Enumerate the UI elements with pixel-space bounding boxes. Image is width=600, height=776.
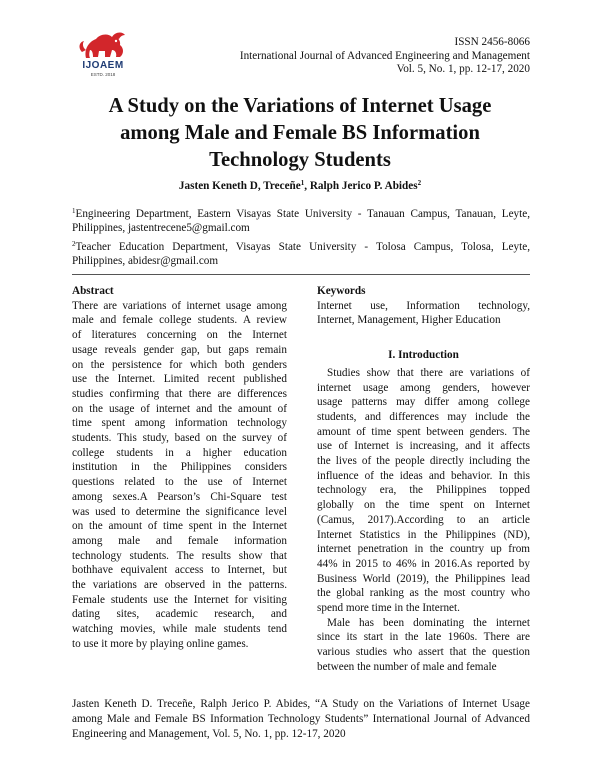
- text-line: on the persistence for which both genders: [72, 358, 287, 371]
- logo-wordmark: IJOAEM: [82, 60, 124, 71]
- introduction-paragraph: [317, 616, 530, 675]
- text-line: among sexes.A Pearson’s Chi-Square test: [72, 490, 287, 503]
- text-line: usage patterns may differ among college: [317, 396, 530, 409]
- text-line: watching movies, while male students tend: [72, 623, 287, 636]
- text-line: Internet, Management, Higher Education: [317, 314, 501, 327]
- text-line: Male has been dominating the internet: [327, 616, 530, 629]
- text-line: bothhave equivalent access to Internet, but: [72, 564, 287, 577]
- introduction-heading: I. Introduction: [388, 349, 459, 362]
- text-line: globally on the time spent on Internet: [317, 499, 530, 512]
- right-column: [317, 284, 530, 675]
- journal-name: International Journal of Advanced Engineering and Management: [239, 49, 530, 62]
- affiliation-text: Teacher Education Department, Visayas State University - Tolosa Campus, Tolosa, Leyte, Philippines, abidesr@gmail.com: [72, 241, 530, 267]
- text-line: use the Internet. Limited recent published: [72, 373, 287, 386]
- text-line: use of Internet is increasing, and it affects: [317, 440, 530, 453]
- affiliation-mark: 2: [72, 240, 76, 248]
- author-name: Ralph Jerico P. Abides: [309, 180, 418, 192]
- citation-footer: Jasten Keneth D. Treceñe, Ralph Jerico P. Abides, “A Study on the Variations of Internet Usage among Male and Female BS Information Technology Students” International Journal of Advanced Engineering and Management, Vol. 5, No. 1, pp. 12-17, 2020: [72, 698, 530, 740]
- author-list: [60, 180, 540, 192]
- author-affil-mark: 2: [417, 179, 422, 187]
- text-line: Internet use, Information technology,: [317, 299, 530, 312]
- paper-title: [60, 93, 540, 174]
- text-line: influence of the ideas and behavior. In this: [317, 469, 530, 482]
- author-affil-mark: 1: [300, 179, 305, 187]
- text-line: among male and female information: [72, 534, 287, 547]
- abstract-column: [72, 284, 287, 652]
- text-line: Business World (2019), the Philippines lead: [317, 572, 530, 585]
- text-line: Female students use the Internet for visiting: [72, 593, 287, 606]
- author-name: Jasten Keneth D, Treceñe: [178, 180, 301, 192]
- abstract-heading: Abstract: [72, 285, 114, 297]
- text-line: 44% in 2015 to 46% in 2016.As reported by: [317, 557, 530, 570]
- text-line: technology students. The results show that: [72, 549, 287, 562]
- text-line: on the usage of internet and the amount of: [72, 402, 287, 415]
- text-line: the lives of the people directly including the: [317, 455, 530, 468]
- author-separator: ,: [304, 180, 310, 192]
- text-line: dating sites, academic research, and: [72, 608, 287, 621]
- text-line: the global ranking as the most country who: [317, 587, 530, 600]
- abstract-body: [72, 299, 287, 652]
- text-line: internet usage among genders, however: [317, 381, 530, 394]
- text-line: spend more time in the Internet.: [317, 602, 460, 615]
- text-line: internet penetration in the country up from: [317, 543, 530, 556]
- text-line: the variations are observed in the patterns.: [72, 579, 287, 592]
- journal-meta: [240, 36, 530, 77]
- text-line: time spent among information technology: [72, 417, 287, 430]
- text-line: questions related to the use of Internet: [72, 476, 287, 489]
- lion-icon: [72, 30, 134, 60]
- text-line: institution in the Philippines considers: [72, 461, 287, 474]
- affiliation: [72, 207, 530, 235]
- text-line: to use it more by playing online games.: [72, 637, 249, 650]
- title-line: A Study on the Variations of Internet Usage: [108, 95, 492, 117]
- keywords-body: [317, 299, 530, 328]
- text-line: was used to determine the significance level: [72, 505, 287, 518]
- text-line: amount of time spent between genders. The: [317, 425, 530, 438]
- text-line: usage reveals gender gap, but gaps remain: [72, 343, 287, 356]
- logo-established: ESTD. 2018: [90, 72, 116, 77]
- title-line: Technology Students: [209, 149, 391, 171]
- text-line: technology era, the Philippines topped: [317, 484, 530, 497]
- text-line: various studies who assert that the question: [317, 646, 530, 659]
- text-line: There are variations of internet usage among: [72, 299, 287, 312]
- text-line: college students in a higher education: [72, 446, 287, 459]
- text-line: Internet Statistics in the Philippines (ND),: [317, 528, 530, 541]
- text-line: studies confirming that there are differences: [72, 387, 287, 400]
- journal-logo: [72, 30, 134, 80]
- affiliation: [72, 240, 530, 268]
- introduction-paragraph: [317, 366, 530, 616]
- text-line: on the amount of time spent in the Internet: [72, 520, 287, 533]
- text-line: since its start in the late 1960s. There are: [317, 631, 530, 644]
- text-line: between the number of male and female: [317, 660, 497, 673]
- text-line: students. This study, based on the survey of: [72, 432, 287, 445]
- issn: ISSN 2456-8066: [454, 36, 530, 48]
- text-line: of literatures concerning on the Internet: [72, 329, 287, 342]
- affiliation-mark: 1: [72, 207, 76, 215]
- affiliations: [72, 207, 530, 273]
- text-line: male and female college students. A review: [72, 314, 287, 327]
- title-line: among Male and Female BS Information: [120, 122, 480, 144]
- keywords-heading: Keywords: [317, 285, 366, 297]
- volume-info: Vol. 5, No. 1, pp. 12-17, 2020: [396, 63, 530, 75]
- text-line: students, and differences may include the: [317, 410, 530, 423]
- text-line: Studies show that there are variations of: [327, 366, 530, 379]
- text-line: (Camus, 2017).According to an article: [317, 513, 530, 526]
- affiliation-text: Engineering Department, Eastern Visayas State University - Tanauan Campus, Tanauan, Leyte, Philippines, jastentrecene5@gmail.com: [72, 208, 530, 234]
- header-divider: [72, 274, 530, 275]
